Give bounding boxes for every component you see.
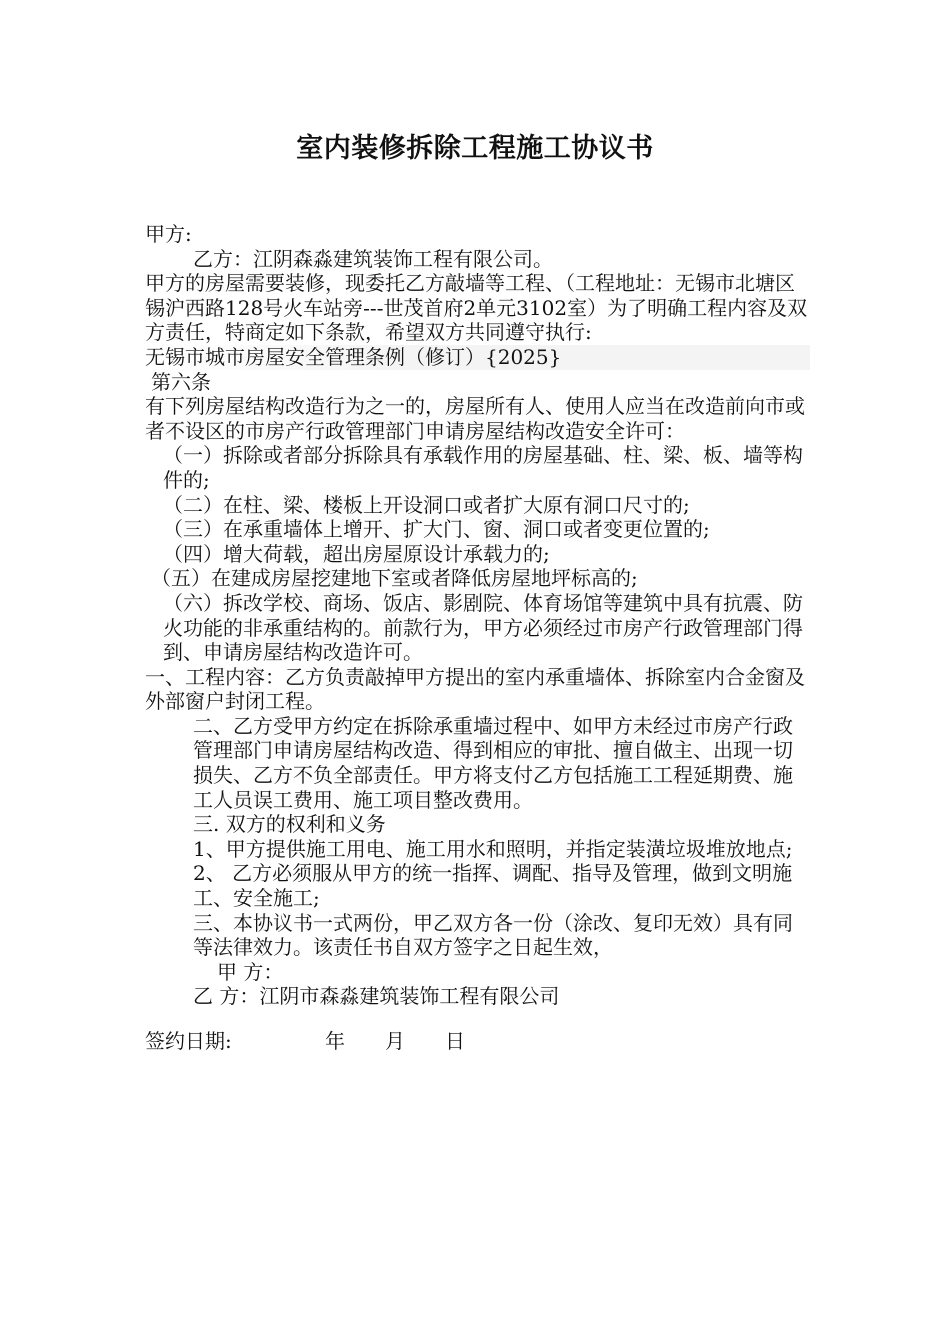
clause-final: 三、本协议书一式两份，甲乙双方各一份（涂改、复印无效）具有同等法律效力。该责任书自双方签字之日起生效， — [193, 910, 793, 960]
sign-date-row — [145, 1029, 810, 1054]
party-b-line: 乙方：江阴森淼建筑装饰工程有限公司。 — [193, 246, 553, 271]
clause-2: 二、乙方受甲方约定在拆除承重墙过程中、如甲方未经过市房产行政管理部门申请房屋结构改造、得到相应的审批、擅自做主、出现一切损失、乙方不负全部责任。甲方将支付乙方包括施工工程延期费、施工人员误工费用、施工项目整改费用。 — [193, 713, 793, 812]
article-body: 有下列房屋结构改造行为之一的，房屋所有人、使用人应当在改造前向市或者不设区的市房产行政管理部门申请房屋结构改造安全许可： — [145, 394, 805, 443]
signature-party-b: 乙 方：江阴市森淼建筑装饰工程有限公司 — [193, 984, 560, 1009]
article-item-4: （四）增大荷载，超出房屋原设计承载力的; — [163, 541, 550, 566]
article-item-6: （六）拆改学校、商场、饭店、影剧院、体育场馆等建筑中具有抗震、防火功能的非承重结构的。前款行为，甲方必须经过市房产行政管理部门得到、申请房屋结构改造许可。 — [163, 590, 803, 665]
intro-paragraph: 甲方的房屋需要装修，现委托乙方敲墙等工程、（工程地址：无锡市北塘区锡沪西路128号火车站旁---世茂首府2单元3102室）为了明确工程内容及双方责任，特商定如下条款，希望双方共同遵守执行: — [145, 271, 808, 345]
spacer — [145, 1009, 810, 1029]
clause-1: 一、工程内容：乙方负责敲掉甲方提出的室内承重墙体、拆除室内合金窗及外部窗户封闭工程。 — [145, 664, 805, 714]
clause-3-item-2: 2、 乙方必须服从甲方的统一指挥、调配、指导及管理，做到文明施工、安全施工; — [193, 861, 793, 911]
article-title: 第六条 — [151, 369, 211, 394]
article-item-5: （五）在建成房屋挖建地下室或者降低房屋地坪标高的; — [151, 566, 638, 591]
article-item-2: （二）在柱、梁、楼板上开设洞口或者扩大原有洞口尺寸的; — [163, 492, 690, 517]
regulation-title: 无锡市城市房屋安全管理条例（修订）{2025} — [145, 345, 810, 370]
party-a-line: 甲方: — [145, 222, 192, 246]
sign-date-month: 月 — [385, 1029, 405, 1053]
sign-date-label: 签约日期: — [145, 1029, 232, 1053]
document-body — [145, 222, 810, 1054]
clause-3-item-1: 1、甲方提供施工用电、施工用水和照明，并指定装潢垃圾堆放地点; — [193, 836, 793, 861]
article-item-1: （一）拆除或者部分拆除具有承载作用的房屋基础、柱、梁、板、墙等构件的; — [163, 443, 803, 492]
sign-date-year: 年 — [325, 1029, 345, 1053]
clause-3-title: 三. 双方的权利和义务 — [193, 812, 386, 837]
document-title: 室内装修拆除工程施工协议书 — [296, 133, 654, 164]
sign-date-day: 日 — [445, 1029, 465, 1053]
article-item-3: （三）在承重墙体上增开、扩大门、窗、洞口或者变更位置的; — [163, 517, 710, 542]
signature-party-a: 甲 方： — [217, 959, 284, 984]
